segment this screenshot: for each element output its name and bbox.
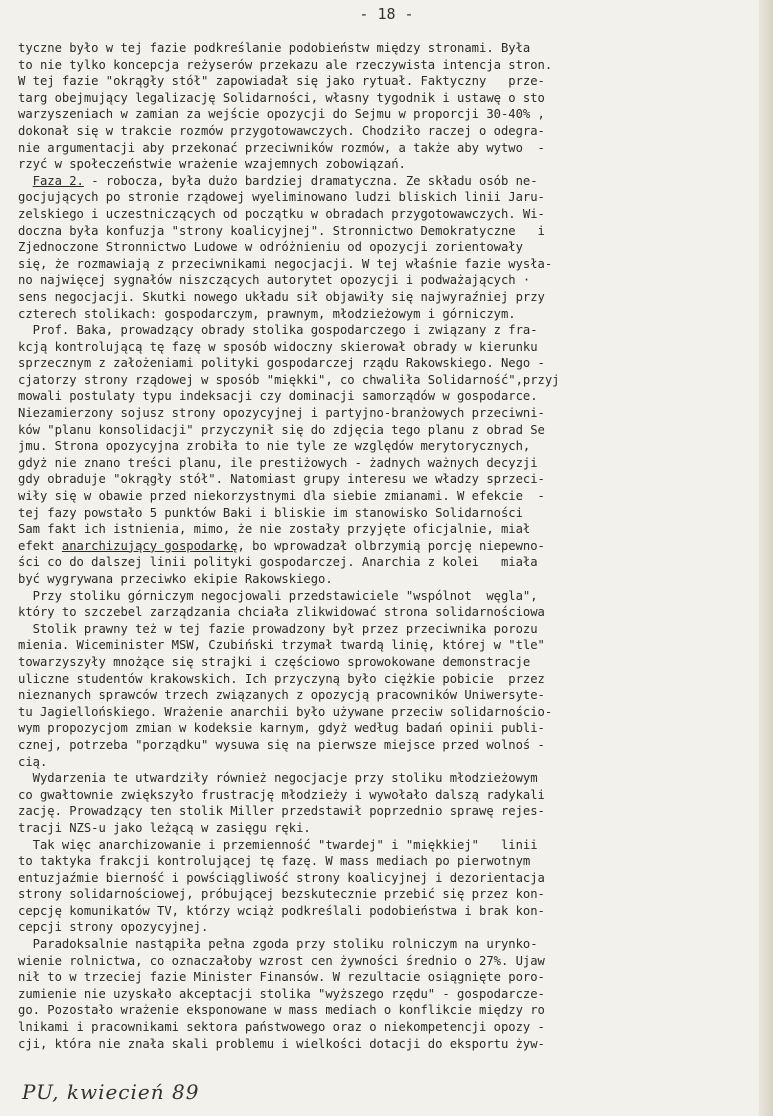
text-line: cznej, potrzeba "porządku" wysuwa się na pierwsze miejsce przed wolnoś - bbox=[18, 737, 545, 752]
text-line: go. Pozostało wrażenie eksponowane w mass mediach o konflikcie między ro bbox=[18, 1003, 545, 1018]
text-line: czterech stolikach: gospodarczym, prawnym, młodzieżowym i górniczym. bbox=[18, 306, 516, 321]
text-line: tej fazy powstało 5 punktów Baki i bliskie im stanowisko Solidarności bbox=[18, 505, 523, 520]
text-line: nił to w trzeciej fazie Minister Finansów. W rezultacie osiągnięte poro- bbox=[18, 970, 545, 985]
text-line: cjatorzy strony rządowej w sposób "miękki", co chwaliła Solidarność",przyj bbox=[18, 372, 560, 387]
text-line: lnikami i pracownikami sektora państwowego oraz o niekompetencji opozy - bbox=[18, 1020, 545, 1035]
text-line: wienie rolnictwa, co oznaczałoby wzrost cen żywności średnio o 27%. Ujaw bbox=[18, 953, 545, 968]
text-line: cepcję komunikatów TV, którzy wciąż podkreślali podobieństwa i brak kon- bbox=[18, 903, 545, 918]
text-line: to nie tylko koncepcja reżyserów przekazu ale rzeczywista intencja stron. bbox=[18, 57, 553, 72]
text-line: no najwięcej sygnałów niszczących autorytet opozycji i podważających · bbox=[18, 273, 531, 288]
text-line: Prof. Baka, prowadzący obrady stolika gospodarczego i związany z fra- bbox=[18, 323, 538, 338]
text-line: dokonał się w trakcie rozmów przygotowawczych. Chodziło raczej o odegra- bbox=[18, 123, 545, 138]
text-line: kcją kontrolującą tę fazę w sposób widoczny skierował obrady w kierunku bbox=[18, 339, 538, 354]
text-line: Stolik prawny też w tej fazie prowadzony był przez przeciwnika porozu bbox=[18, 621, 538, 636]
text-line: zelskiego i uczestniczących od początku w obradach przygotowawczych. Wi- bbox=[18, 206, 545, 221]
text-line: targ obejmujący legalizację Solidarności, własny tygodnik i ustawę o sto bbox=[18, 90, 545, 105]
text-line: Paradoksalnie nastąpiła pełna zgoda przy stoliku rolniczym na urynko- bbox=[18, 937, 538, 952]
text-line: nieznanych sprawców trzech związanych z opozycją pracowników Uniwersyte- bbox=[18, 688, 545, 703]
text-line: się, że rozmawiają z przeciwnikami negocjacji. W tej właśnie fazie wysła- bbox=[18, 256, 553, 271]
document-body bbox=[18, 40, 748, 1052]
text-line: rzyć w społeczeństwie wrażenie wzajemnych zobowiązań. bbox=[18, 157, 406, 172]
text-line: mienia. Wiceminister MSW, Czubiński trzymał twardą linię, której w "tle" bbox=[18, 638, 545, 653]
text-line: gocjujących po stronie rządowej wyeliminowano ludzi bliskich linii Jaru- bbox=[18, 190, 545, 205]
text-line: entuzjaźmie bierność i powściągliwość strony koalicyjnej i dezorientacja bbox=[18, 870, 545, 885]
text-line: W tej fazie "okrągły stół" zapowiadał się jako rytuał. Faktyczny prze- bbox=[18, 74, 545, 89]
text-line: Sam fakt ich istnienia, mimo, że nie zostały przyjęte oficjalnie, miał bbox=[18, 522, 531, 537]
text-line: Przy stoliku górniczym negocjowali przedstawiciele "wspólnot węgla", bbox=[18, 588, 538, 603]
text-line: cią. bbox=[18, 754, 48, 769]
text-line: który to szczebel zarządzania chciała zlikwidować strona solidarnościowa bbox=[18, 605, 545, 620]
text-line: tu Jagiellońskiego. Wrażenie anarchii było używane przeciw solidarnościo- bbox=[18, 704, 553, 719]
text-line: strony solidarnościowej, próbującej bezskutecznie przebić się przez kon- bbox=[18, 887, 545, 902]
text-line: warzyszeniach w zamian za wejście opozycji do Sejmu w proporcji 30-40% , bbox=[18, 107, 545, 122]
text-line: gdy obraduje "okrągły stół". Natomiast grupy interesu we władzy sprzeci- bbox=[18, 472, 545, 487]
text-line: zumienie nie uzyskało akceptacji stolika "wyższego rzędu" - gospodarcze- bbox=[18, 986, 545, 1001]
text-line: być wygrywana przeciwko ekipie Rakowskiego. bbox=[18, 572, 333, 586]
text-line: cji, która nie znała skali problemu i wielkości dotacji do eksportu żyw- bbox=[18, 1036, 545, 1051]
text-line: wym propozycjom zmian w kodeksie karnym, gdyż według badań opinii publi- bbox=[18, 721, 545, 736]
text-line: gdyż nie znano treści planu, ile prestiżowych - żadnych ważnych decyzji bbox=[18, 455, 538, 470]
text-line: nie argumentacji aby przekonać przeciwników rozmów, a także aby wytwo - bbox=[18, 140, 545, 155]
text-line: doczna była konfuzja "strony koalicyjnej". Stronnictwo Demokratyczne i bbox=[18, 223, 545, 238]
text-line: efekt anarchizujący gospodarkę, bo wprowadzał olbrzymią porcję niepewno- bbox=[18, 538, 545, 553]
handwritten-signature: PU, kwiecień 89 bbox=[22, 1080, 200, 1104]
text-line: Niezamierzony sojusz strony opozycyjnej i partyjno-branżowych przeciwni- bbox=[18, 406, 545, 421]
text-line: to taktyka frakcji kontrolującej tę fazę. W mass mediach po pierwotnym bbox=[18, 854, 531, 869]
text-line: wiły się w obawie przed niekorzystnymi dla siebie zmianami. W efekcie - bbox=[18, 489, 545, 504]
text-line: zację. Prowadzący ten stolik Miller przedstawił poprzednio sprawę rejes- bbox=[18, 804, 545, 819]
text-line: cepcji strony opozycyjnej. bbox=[18, 920, 209, 935]
underlined-phrase: Faza 2. bbox=[32, 173, 84, 188]
text-line: ści co do dalszej linii polityki gospodarczej. Anarchia z kolei miała bbox=[18, 555, 538, 570]
underlined-phrase: anarchizujący gospodarkę bbox=[61, 538, 238, 553]
text-line: tracji NZS-u jako leżącą w zasięgu ręki. bbox=[18, 820, 311, 835]
text-line: co gwałtownie zwiększyło frustrację młodzieży i wywołało dalszą radykali bbox=[18, 787, 545, 802]
text-line: mowali postulaty typu indeksacji czy dominacji samorządów w gospodarce. bbox=[18, 389, 538, 404]
page-number: - 18 - bbox=[359, 5, 414, 23]
text-line: Tak więc anarchizowanie i przemienność "twardej" i "miękkiej" linii bbox=[18, 837, 538, 852]
text-line: sens negocjacji. Skutki nowego układu sił objawiły się najwyraźniej przy bbox=[18, 289, 545, 304]
text-line: towarzyszyły mnożące się strajki i częściowo sprowokowane demonstracje bbox=[18, 654, 531, 669]
text-line: uliczne studentów krakowskich. Ich przyczyną było ciężkie pobicie przez bbox=[18, 671, 545, 686]
text-line: tyczne było w tej fazie podkreślanie podobieństw między stronami. Była bbox=[18, 41, 531, 55]
page-edge bbox=[759, 0, 773, 1116]
text-line: Faza 2. - robocza, była dużo bardziej dramatyczna. Ze składu osób ne- bbox=[32, 173, 538, 188]
text-line: ków "planu konsolidacji" przyczynił się do zdjęcia tego planu z obrad Se bbox=[18, 422, 545, 437]
text-line: Wydarzenia te utwardziły również negocjacje przy stoliku młodzieżowym bbox=[18, 771, 538, 786]
text-line: jmu. Strona opozycyjna zrobiła to nie tyle ze względów merytorycznych, bbox=[18, 439, 531, 454]
text-line: sprzecznym z założeniami polityki gospodarczej rządu Rakowskiego. Nego - bbox=[18, 356, 545, 371]
text-line: Zjednoczone Stronnictwo Ludowe w odróżnieniu od opozycji zorientowały bbox=[18, 240, 523, 255]
